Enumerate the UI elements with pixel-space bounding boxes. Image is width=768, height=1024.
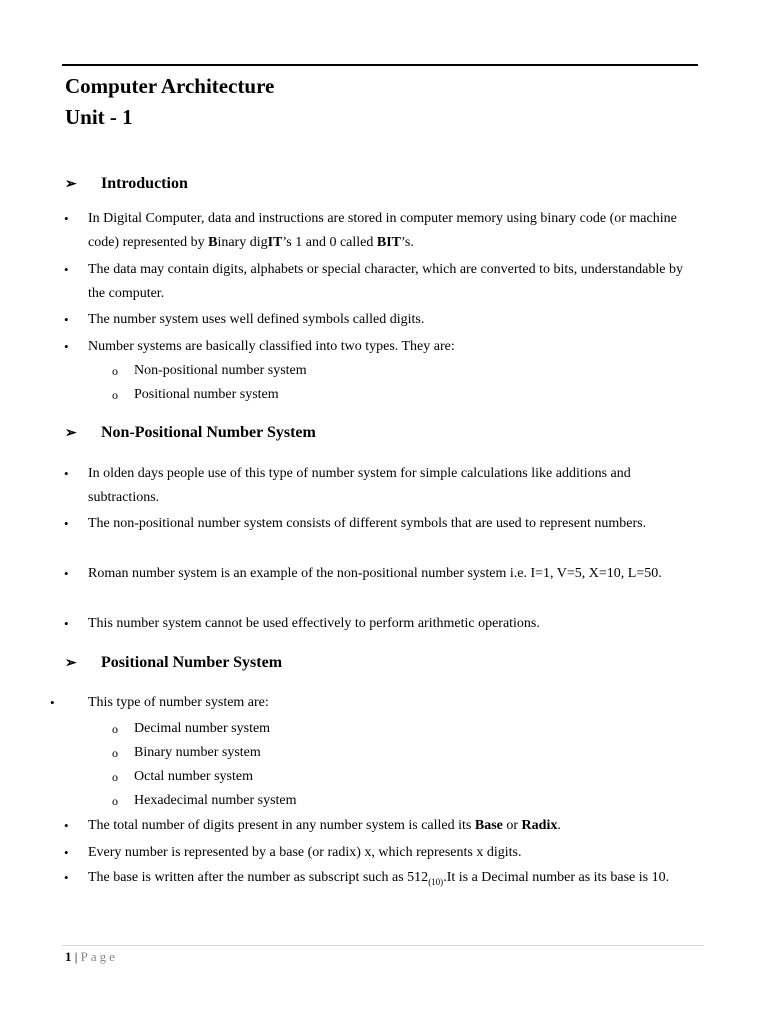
circle-bullet-icon: o: [112, 722, 118, 736]
sub-list-item: Hexadecimal number system: [134, 793, 297, 808]
circle-bullet-icon: o: [112, 794, 118, 808]
section-heading-positional: [65, 653, 282, 674]
list-item: In Digital Computer, data and instructions are stored in computer memory using binary code (or machine code) represented by Binary digIT’s 1 and 0 called BIT’s.: [88, 211, 677, 250]
bullet-dot-icon: •: [64, 870, 69, 885]
page-number: 1: [65, 949, 72, 964]
list-item: The non-positional number system consists of different symbols that are used to represent numbers.: [88, 516, 647, 531]
bullet-dot-icon: •: [64, 845, 69, 860]
arrow-bullet-icon: ➢: [65, 426, 77, 441]
list-item: In olden days people use of this type of number system for simple calculations like additions and subtractions.: [88, 466, 631, 505]
circle-bullet-icon: o: [112, 388, 118, 402]
section-heading-label: Introduction: [101, 175, 188, 192]
sub-list-item: Decimal number system: [134, 721, 271, 736]
page-footer: 1 | Page: [65, 949, 118, 964]
section-heading-introduction: [65, 174, 188, 195]
list-item: The total number of digits present in any number system is called its Base or Radix.: [88, 818, 561, 833]
bullet-dot-icon: •: [64, 339, 69, 354]
page-label: Page: [80, 949, 118, 964]
bullet-dot-icon: •: [50, 695, 55, 710]
bullet-dot-icon: •: [64, 466, 69, 481]
sub-list-item: Non-positional number system: [134, 363, 307, 378]
unit-title: Unit - 1: [65, 105, 133, 129]
section-heading-non-positional: [65, 423, 316, 444]
sub-list-item: Octal number system: [134, 769, 253, 784]
list-item: The number system uses well defined symbols called digits.: [88, 312, 425, 327]
sub-list-item: Positional number system: [134, 387, 279, 402]
header-rule: [62, 64, 698, 66]
list-item: This type of number system are:: [88, 695, 269, 710]
bullet-dot-icon: •: [64, 616, 69, 631]
list-item: Roman number system is an example of the non-positional number system i.e. I=1, V=5, X=10, L=50.: [88, 566, 662, 581]
bullet-dot-icon: •: [64, 312, 69, 327]
list-item: Number systems are basically classified into two types. They are:: [88, 339, 455, 354]
bullet-dot-icon: •: [64, 516, 69, 531]
list-item: This number system cannot be used effectively to perform arithmetic operations.: [88, 616, 540, 631]
arrow-bullet-icon: ➢: [65, 177, 77, 192]
list-item: Every number is represented by a base (or radix) x, which represents x digits.: [88, 845, 522, 860]
footer-rule: [62, 945, 704, 946]
arrow-bullet-icon: ➢: [65, 656, 77, 671]
sub-list-item: Binary number system: [134, 745, 261, 760]
circle-bullet-icon: o: [112, 770, 118, 784]
list-item: The data may contain digits, alphabets or special character, which are converted to bits, understandable by the computer.: [88, 262, 683, 301]
bullet-dot-icon: •: [64, 566, 69, 581]
circle-bullet-icon: o: [112, 364, 118, 378]
document-title: Computer Architecture: [65, 74, 275, 98]
section-heading-label: Positional Number System: [101, 654, 283, 671]
list-item: The base is written after the number as subscript such as $512_{(10)}.It$ is a Decimal number as its base is 10.: [88, 870, 670, 887]
bullet-dot-icon: •: [64, 262, 69, 277]
circle-bullet-icon: o: [112, 746, 118, 760]
bullet-dot-icon: •: [64, 818, 69, 833]
bullet-dot-icon: •: [64, 211, 69, 226]
section-heading-label: Non-Positional Number System: [101, 424, 316, 441]
